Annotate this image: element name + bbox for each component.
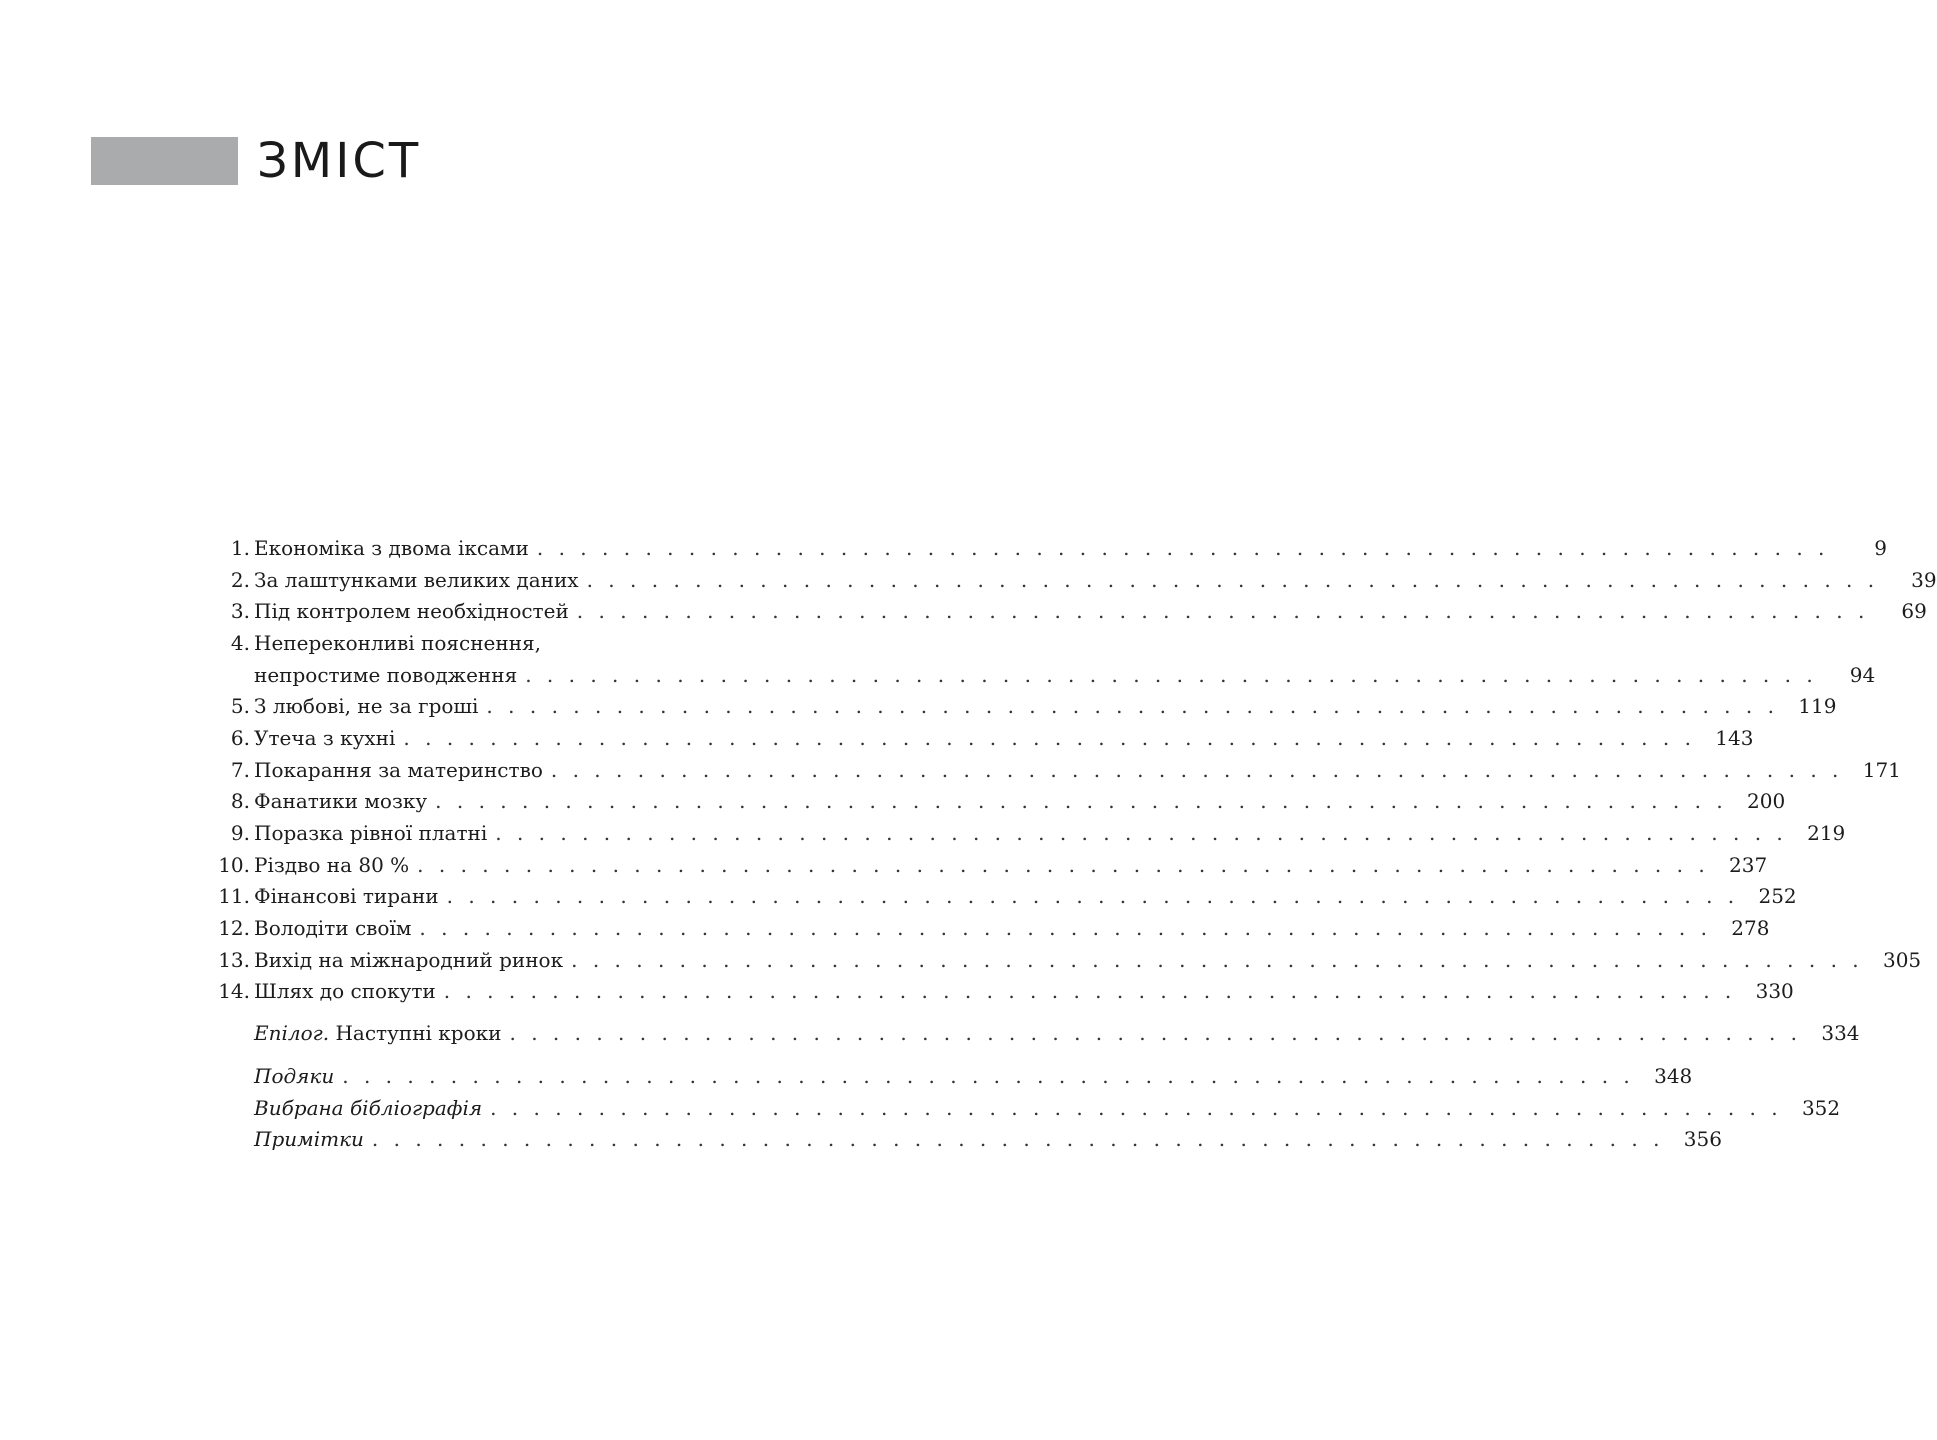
page-number: 334 bbox=[1821, 1021, 1860, 1046]
page-number: 348 bbox=[1654, 1063, 1693, 1088]
dot-leader: . . . . . . . . . . . . . . . . . . . . . . . . . . . . . . . . . . . . . . . . . . . . . . . . . . . . . . . . . . . . bbox=[576, 599, 1869, 624]
entry-title: Різдво на 80 % bbox=[254, 853, 417, 877]
epilogue-title: Наступні кроки bbox=[335, 1021, 502, 1046]
dot-leader: . . . . . . . . . . . . . . . . . . . . . . . . . . . . . . . . . . . . . . . . . . . . . . . . . . . . . . . . . . . . bbox=[486, 694, 1779, 719]
page-number: 278 bbox=[1731, 916, 1770, 941]
page-number: 252 bbox=[1758, 884, 1797, 909]
toc-entry[interactable] bbox=[200, 595, 1927, 627]
page-number: 69 bbox=[1901, 599, 1927, 624]
entry-title: Примітки bbox=[254, 1127, 372, 1151]
dot-leader: . . . . . . . . . . . . . . . . . . . . . . . . . . . . . . . . . . . . . . . . . . . . . . . . . . . . . . . . . . . . bbox=[586, 567, 1879, 592]
page-number: 119 bbox=[1798, 694, 1837, 719]
entry-title: Економіка з двома іксами bbox=[254, 536, 537, 560]
page-number: 200 bbox=[1747, 789, 1786, 814]
entry-title: непростиме поводження bbox=[254, 663, 525, 687]
toc-entry[interactable] bbox=[200, 912, 1770, 944]
chapter-number: 4. bbox=[230, 630, 250, 655]
toc-entry[interactable] bbox=[200, 690, 1837, 722]
page-number: 94 bbox=[1849, 662, 1876, 687]
page-number: 143 bbox=[1715, 725, 1754, 750]
dot-leader: . . . . . . . . . . . . . . . . . . . . . . . . . . . . . . . . . . . . . . . . . . . . . . . . . . . . . . . . . . . . bbox=[403, 725, 1696, 750]
dot-leader: . . . . . . . . . . . . . . . . . . . . . . . . . . . . . . . . . . . . . . . . . . . . . . . . . . . . . . . . . . . . bbox=[446, 884, 1739, 909]
chapter-list bbox=[200, 532, 1937, 1007]
page-number: 356 bbox=[1683, 1127, 1722, 1152]
chapter-number: 2. bbox=[230, 567, 250, 592]
entry-title: Шлях до спокути bbox=[254, 979, 444, 1003]
toc-entry-epilogue[interactable] bbox=[200, 1017, 1860, 1049]
entry-title: Утеча з кухні bbox=[254, 726, 403, 750]
spacer bbox=[200, 1049, 820, 1060]
page-number: 352 bbox=[1801, 1095, 1841, 1120]
page-number: 39 bbox=[1911, 567, 1937, 592]
toc-entry[interactable] bbox=[200, 627, 820, 659]
entry-title: З любові, не за гроші bbox=[254, 694, 486, 718]
entry-title: Покарання за материнство bbox=[254, 758, 551, 782]
toc-entry[interactable] bbox=[200, 817, 1846, 849]
page-number: 330 bbox=[1755, 979, 1794, 1004]
entry-title: Фанатики мозку bbox=[254, 789, 435, 813]
page-number: 305 bbox=[1882, 947, 1922, 972]
toc-entry[interactable] bbox=[200, 754, 1901, 786]
chapter-number: 12. bbox=[218, 916, 250, 941]
dot-leader: . . . . . . . . . . . . . . . . . . . . . . . . . . . . . . . . . . . . . . . . . . . . . . . . . . . . . . . . . . . . bbox=[536, 535, 1829, 560]
chapter-number: 9. bbox=[230, 821, 250, 846]
entry-title: Під контролем необхідностей bbox=[254, 599, 577, 623]
chapter-number: 6. bbox=[230, 725, 250, 750]
toc-entry[interactable] bbox=[200, 1123, 1722, 1155]
dot-leader: . . . . . . . . . . . . . . . . . . . . . . . . . . . . . . . . . . . . . . . . . . . . . . . . . . . . . . . . . . . . bbox=[550, 757, 1843, 782]
dot-leader: . . . . . . . . . . . . . . . . . . . . . . . . . . . . . . . . . . . . . . . . . . . . . . . . . . . . . . . . . . . . bbox=[342, 1063, 1635, 1088]
entry-title: Поразка рівної платні bbox=[254, 821, 495, 845]
toc-entry[interactable] bbox=[200, 849, 1768, 881]
dot-leader: . . . . . . . . . . . . . . . . . . . . . . . . . . . . . . . . . . . . . . . . . . . . . . . . . . . . . . . . . . . . bbox=[417, 852, 1710, 877]
chapter-number: 7. bbox=[230, 757, 250, 782]
chapter-number: 3. bbox=[230, 599, 250, 624]
spacer bbox=[200, 1007, 820, 1017]
chapter-number: 14. bbox=[218, 979, 250, 1004]
back-matter-list bbox=[200, 1060, 1841, 1155]
dot-leader: . . . . . . . . . . . . . . . . . . . . . . . . . . . . . . . . . . . . . . . . . . . . . . . . . . . . . . . . . . . . bbox=[509, 1021, 1802, 1046]
page-title: ЗМІСТ bbox=[257, 133, 422, 189]
dot-leader: . . . . . . . . . . . . . . . . . . . . . . . . . . . . . . . . . . . . . . . . . . . . . . . . . . . . . . . . . . . . bbox=[419, 916, 1712, 941]
toc-entry[interactable] bbox=[200, 564, 1937, 596]
chapter-number: 8. bbox=[230, 789, 250, 814]
dot-leader: . . . . . . . . . . . . . . . . . . . . . . . . . . . . . . . . . . . . . . . . . . . . . . . . . . . . . . . . . . . . bbox=[495, 821, 1788, 846]
toc-entry[interactable] bbox=[200, 786, 1786, 818]
toc-entry[interactable] bbox=[200, 881, 1797, 913]
dot-leader: . . . . . . . . . . . . . . . . . . . . . . . . . . . . . . . . . . . . . . . . . . . . . . . . . . . . . . . . . . . . bbox=[435, 789, 1728, 814]
dot-leader: . . . . . . . . . . . . . . . . . . . . . . . . . . . . . . . . . . . . . . . . . . . . . . . . . . . . . . . . . . . . bbox=[571, 947, 1864, 972]
entry-title: Фінансові тирани bbox=[254, 884, 447, 908]
page-number: 9 bbox=[1874, 535, 1887, 560]
toc-entry[interactable] bbox=[200, 976, 1794, 1008]
toc-entry[interactable] bbox=[200, 944, 1922, 976]
chapter-number: 5. bbox=[230, 694, 250, 719]
chapter-number: 13. bbox=[218, 947, 250, 972]
page-number: 171 bbox=[1862, 757, 1901, 782]
dot-leader: . . . . . . . . . . . . . . . . . . . . . . . . . . . . . . . . . . . . . . . . . . . . . . . . . . . . . . . . . . . . bbox=[525, 662, 1818, 687]
toc-entry[interactable] bbox=[200, 659, 1876, 691]
toc-entry[interactable] bbox=[200, 532, 1887, 564]
dot-leader: . . . . . . . . . . . . . . . . . . . . . . . . . . . . . . . . . . . . . . . . . . . . . . . . . . . . . . . . . . . . bbox=[371, 1127, 1664, 1152]
entry-title: Вихід на міжнародний ринок bbox=[254, 948, 571, 972]
entry-title: Непереконливі пояснення, bbox=[254, 631, 549, 655]
entry-title: Володіти своїм bbox=[254, 916, 419, 940]
page-number: 219 bbox=[1807, 821, 1846, 846]
chapter-number: 1. bbox=[230, 535, 250, 560]
toc-entry[interactable] bbox=[200, 722, 1754, 754]
dot-leader: . . . . . . . . . . . . . . . . . . . . . . . . . . . . . . . . . . . . . . . . . . . . . . . . . . . . . . . . . . . . bbox=[490, 1095, 1783, 1120]
dot-leader: . . . . . . . . . . . . . . . . . . . . . . . . . . . . . . . . . . . . . . . . . . . . . . . . . . . . . . . . . . . . bbox=[443, 979, 1736, 1004]
entry-title: За лаштунками великих даних bbox=[254, 568, 587, 592]
epilogue-prefix: Епілог. bbox=[254, 1021, 330, 1046]
chapter-number: 10. bbox=[218, 852, 250, 877]
chapter-number: 11. bbox=[218, 884, 250, 909]
entry-title: Вибрана бібліографія bbox=[254, 1096, 490, 1120]
table-of-contents bbox=[200, 532, 1937, 1155]
title-decoration-bar bbox=[91, 137, 238, 185]
toc-entry[interactable] bbox=[200, 1092, 1841, 1124]
toc-entry[interactable] bbox=[200, 1060, 1693, 1092]
entry-title: Подяки bbox=[254, 1064, 342, 1088]
page-number: 237 bbox=[1729, 852, 1768, 877]
